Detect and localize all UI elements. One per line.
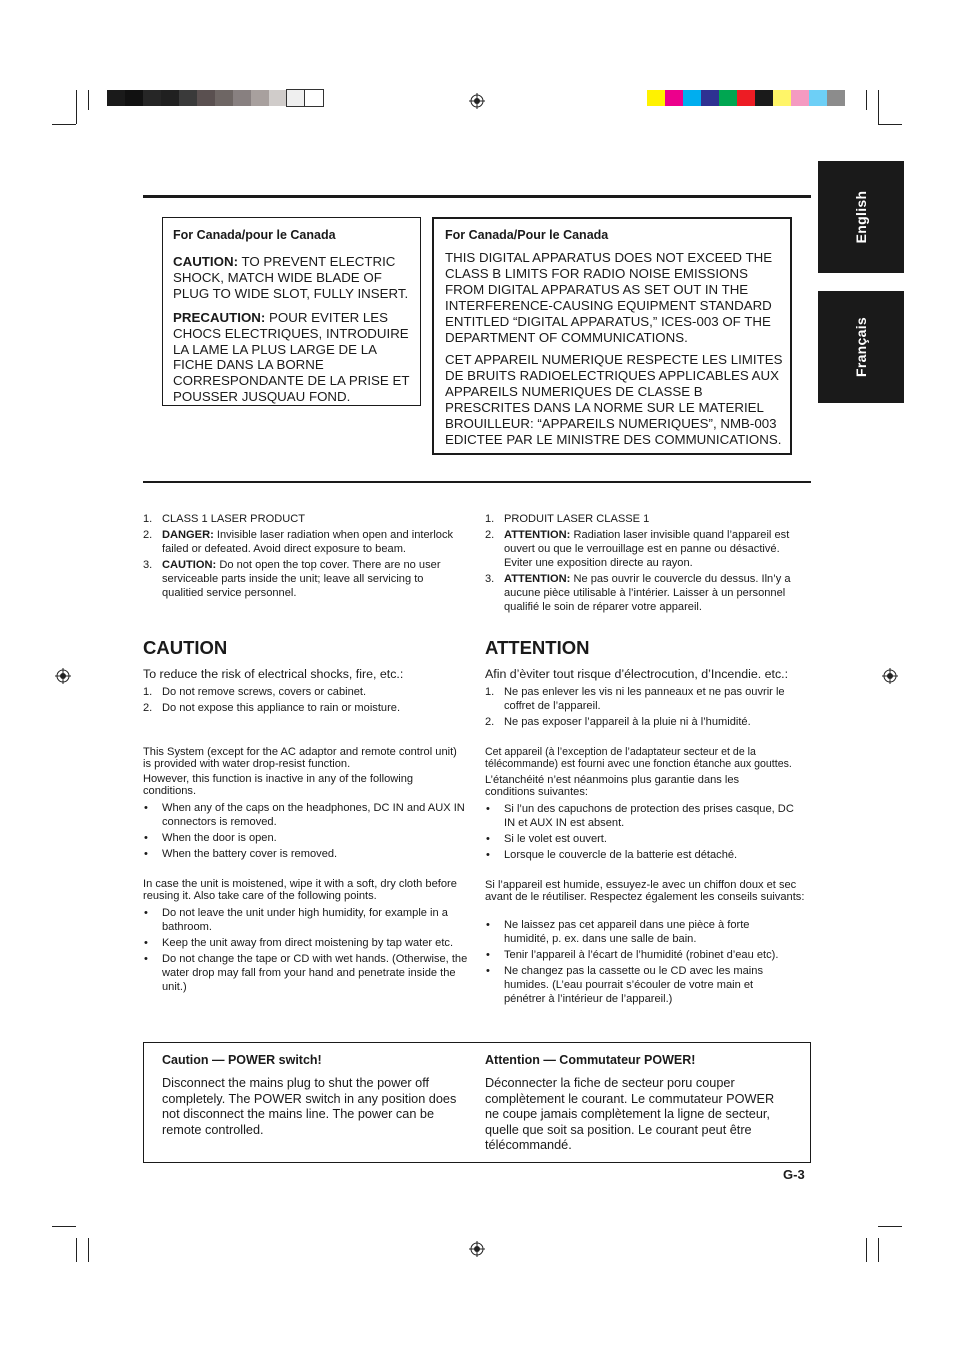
color-swatch: [233, 90, 251, 106]
caution-moist-para: In case the unit is moistened, wipe it with a soft, dry cloth before reusing it. Also take care of the following points.: [143, 878, 457, 902]
list-item-label: ATTENTION:: [504, 573, 571, 585]
canada-digital-para-en: THIS DIGITAL APPARATUS DOES NOT EXCEED THE CLASS B LIMITS FOR RADIO NOISE EMISSIONS FROM DIGITAL APPARATUS AS SET OUT IN THE INTERFERENCE-CAUSING EQUIPMENT STANDARD ENTITLED “DIGITAL APPARATUS,” ICES-003 OF THE DEPARTMENT OF COMMUNICATIONS.: [445, 250, 773, 345]
list-item: [143, 801, 468, 829]
list-marker: •: [144, 848, 148, 860]
color-swatch: [791, 90, 809, 106]
list-item: [143, 512, 465, 526]
color-swatch: [197, 90, 215, 106]
color-swatch: [827, 90, 845, 106]
color-swatch: [665, 90, 683, 106]
page-number: G-3: [783, 1167, 805, 1182]
list-item: [143, 847, 468, 861]
canada-digital-para-fr: CET APPAREIL NUMERIQUE RESPECTE LES LIMITES DE BRUITS RADIOELECTRIQUES APPLICABLES AUX APPAREILS NUMERIQUES DE CLASSE B PRESCRITES DANS LA NORME SUR LE MATERIEL BROUILLEUR: “APPAREILS NUMERIQUES”, NMB-003 EDICTEE PAR LE MINISTRE DES COMMUNICATIONS.: [445, 352, 783, 447]
list-item-text: Ne pas ouvrir le couvercle du dessus. Iln’y a aucune pièce utilisable à l’intérier. Laisser à un personnel qualifié le soin de réparer votre appareil.: [504, 573, 791, 613]
color-swatch: [287, 90, 305, 106]
list-item: [485, 715, 807, 729]
tab-english[interactable]: [818, 161, 904, 273]
attention-heading: ATTENTION: [485, 637, 590, 658]
registration-mark-icon: [469, 1241, 485, 1257]
attention-water-list: [485, 802, 807, 864]
list-item: [485, 948, 795, 962]
list-item-text: Do not remove screws, covers or cabinet.: [162, 686, 367, 698]
list-item-text: Do not expose this appliance to rain or moisture.: [162, 702, 401, 714]
power-switch-box: [143, 1042, 811, 1163]
list-item-text: When the door is open.: [162, 832, 277, 844]
registration-mark-icon: [469, 93, 485, 109]
color-swatch: [107, 90, 125, 106]
power-switch-fr: [485, 1053, 790, 1154]
list-marker: 3.: [143, 559, 153, 571]
list-marker: •: [486, 919, 490, 931]
power-switch-fr-title: Attention — Commutateur POWER!: [485, 1053, 696, 1067]
color-swatch: [683, 90, 701, 106]
color-swatch: [647, 90, 665, 106]
tab-english-label: English: [853, 190, 869, 244]
list-item-text: Do not leave the unit under high humidity, for example in a bathroom.: [162, 907, 448, 933]
list-item: [485, 802, 807, 830]
list-item: [485, 964, 795, 1006]
attention-water-para-2: L’étanchéité n’est néanmoins plus garantie dans les conditions suivantes:: [485, 774, 740, 798]
list-marker: 3.: [485, 573, 495, 585]
attention-list: [485, 685, 807, 731]
list-marker: •: [144, 832, 148, 844]
list-marker: 1.: [143, 513, 153, 525]
color-swatch: [305, 90, 323, 106]
list-item: [485, 832, 807, 846]
list-item: [143, 558, 465, 600]
color-swatch: [773, 90, 791, 106]
list-item: [485, 918, 795, 946]
list-item-text: Ne changez pas la cassette ou le CD avec les mains humides. (L’eau pourrait s’écouler de votre main et pénétrer à l’intérieur de l’appareil.): [504, 965, 763, 1005]
list-item-text: When any of the caps on the headphones, DC IN and AUX IN connectors is removed.: [162, 802, 465, 828]
caution-water-list: [143, 801, 468, 863]
attention-water-para-1: Cet appareil (à l’exception de l’adaptateur secteur et de la télécommande) est fourni avec une fonction étanche aux gouttes.: [485, 746, 792, 770]
list-marker: 2.: [485, 529, 495, 541]
list-item-text: Keep the unit away from direct moistening by tap water etc.: [162, 937, 454, 949]
list-item: [485, 572, 811, 614]
list-item-text: Ne pas exposer l’appareil à la pluie ni à l’humidité.: [504, 716, 751, 728]
color-swatch: [161, 90, 179, 106]
color-swatch: [215, 90, 233, 106]
list-item-text: PRODUIT LASER CLASSE 1: [504, 513, 650, 525]
color-swatch: [251, 90, 269, 106]
canada-digital-title: For Canada/Pour le Canada: [445, 228, 609, 242]
list-marker: •: [486, 949, 490, 961]
color-swatch: [755, 90, 773, 106]
power-switch-en-text: Disconnect the mains plug to shut the power off completely. The POWER switch in any position does not disconnect the mains line. The power can be remote controlled.: [162, 1076, 457, 1137]
list-marker: 1.: [485, 513, 495, 525]
color-swatch: [179, 90, 197, 106]
list-item-text: Invisible laser radiation when open and interlock failed or defeated. Avoid direct exposure to beam.: [162, 529, 454, 555]
caution-moist-list: [143, 906, 469, 996]
laser-warnings-fr: [485, 512, 811, 616]
list-marker: •: [486, 833, 490, 845]
list-marker: •: [144, 937, 148, 949]
list-item-text: Lorsque le couvercle de la batterie est détaché.: [504, 849, 738, 861]
list-item: [485, 528, 811, 570]
list-item-text: Radiation laser invisible quand l’appareil est ouvert ou que le verrouillage est en panne ou désactivé. Eviter une exposition directe au rayon.: [504, 529, 790, 569]
caution-water-para-2: However, this function is inactive in any of the following conditions.: [143, 773, 414, 797]
list-item: [485, 512, 811, 526]
color-swatch: [143, 90, 161, 106]
list-item: [143, 831, 468, 845]
middle-rule: [143, 481, 811, 483]
list-marker: •: [486, 849, 490, 861]
list-item: [143, 952, 469, 994]
list-item-text: Do not change the tape or CD with wet hands. (Otherwise, the water drop may fall from your hand and penetrate inside the unit.): [162, 953, 468, 993]
canada-caution-text: CAUTION: TO PREVENT ELECTRIC SHOCK, MATCH WIDE BLADE OF PLUG TO WIDE SLOT, FULLY INSERT.: [173, 254, 409, 301]
canada-caution-box: [162, 217, 421, 406]
color-swatch: [701, 90, 719, 106]
list-item-label: DANGER:: [162, 529, 214, 541]
list-marker: •: [144, 907, 148, 919]
color-swatch: [719, 90, 737, 106]
canada-caution-title: For Canada/pour le Canada: [173, 228, 336, 242]
tab-francais-label: Français: [853, 317, 869, 377]
list-marker: •: [486, 965, 490, 977]
list-marker: •: [144, 953, 148, 965]
top-rule: [143, 195, 811, 198]
caution-water-para-1: This System (except for the AC adaptor and remote control unit) is provided with water drop-resist function.: [143, 746, 457, 770]
color-swatch: [269, 90, 287, 106]
list-item-label: ATTENTION:: [504, 529, 571, 541]
list-item: [143, 528, 465, 556]
color-swatch: [737, 90, 755, 106]
power-switch-en-title: Caution — POWER switch!: [162, 1053, 322, 1067]
registration-mark-icon: [55, 668, 71, 684]
list-item-text: Tenir l’appareil à l’écart de l’humidité (robinet d’eau etc).: [504, 949, 779, 961]
canada-digital-apparatus-box: [432, 217, 792, 455]
caution-heading: CAUTION: [143, 637, 228, 658]
list-marker: •: [144, 802, 148, 814]
canada-precaution-text: PRECAUTION: POUR EVITER LES CHOCS ELECTRIQUES, INTRODUIRE LA LAME LA PLUS LARGE DE LA FICHE DANS LA BORNE CORRESPONDANTE DE LA PRISE ET POUSSER JUSQUAU FOND.: [173, 309, 410, 405]
list-marker: 2.: [143, 702, 153, 714]
tab-francais[interactable]: [818, 291, 904, 403]
caution-list: [143, 685, 465, 717]
attention-moist-para: Si l’appareil est humide, essuyez-le avec un chiffon doux et sec avant de le réutiliser. Respectez également les conseils suivants:: [485, 879, 805, 903]
list-item-text: Ne laissez pas cet appareil dans une pièce à forte humidité, p. ex. dans une salle de bain.: [504, 919, 750, 945]
list-item: [143, 936, 469, 950]
power-switch-en: [162, 1053, 472, 1138]
list-marker: 1.: [485, 686, 495, 698]
list-marker: 1.: [143, 686, 153, 698]
list-item-text: Ne pas enlever les vis ni les panneaux et ne pas ouvrir le coffret de l’appareil.: [504, 686, 785, 712]
list-marker: •: [486, 803, 490, 815]
attention-moist-list: [485, 918, 795, 1008]
list-item-text: Do not open the top cover. There are no user serviceable parts inside the unit; leave all servicing to qualitied service personnel.: [162, 559, 441, 599]
color-swatch: [125, 90, 143, 106]
list-item: [143, 906, 469, 934]
list-item: [485, 848, 807, 862]
list-item-text: Si l’un des capuchons de protection des prises casque, DC IN et AUX IN est absent.: [504, 803, 794, 829]
list-item-text: CLASS 1 LASER PRODUCT: [162, 513, 306, 525]
list-item-text: Si le volet est ouvert.: [504, 833, 607, 845]
laser-warnings-en: [143, 512, 465, 602]
list-item-text: When the battery cover is removed.: [162, 848, 338, 860]
list-item-label: CAUTION:: [162, 559, 217, 571]
attention-intro: Afin d’èviter tout risque d’électrocution, d’Incendie. etc.:: [485, 667, 789, 681]
registration-mark-icon: [882, 668, 898, 684]
caution-intro: To reduce the risk of electrical shocks, fire, etc.:: [143, 667, 404, 681]
list-item: [485, 685, 807, 713]
list-marker: 2.: [485, 716, 495, 728]
list-item: [143, 685, 465, 699]
color-swatch: [809, 90, 827, 106]
power-switch-fr-text: Déconnecter la fiche de secteur poru couper complètement le courant. Le commutateur POWER ne coupe jamais complètement la ligne de secteur, quelle que soit sa position. Le courant peut être télécommandé.: [485, 1076, 775, 1153]
list-item: [143, 701, 465, 715]
list-marker: 2.: [143, 529, 153, 541]
